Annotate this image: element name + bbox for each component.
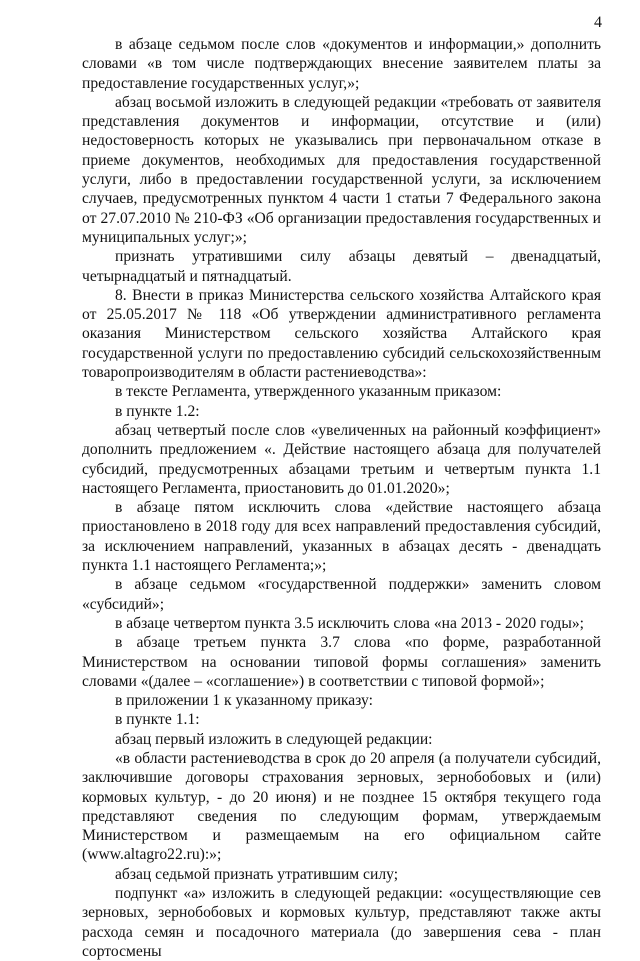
paragraph: в пункте 1.2:	[115, 402, 200, 420]
document-body	[82, 35, 601, 961]
paragraph: абзац первый изложить в следующей редакции:	[115, 730, 433, 748]
paragraph: в абзаце третьем пункта 3.7 слова «по форме, разработанной Министерством на основании типовой формы соглашения» заменить словами «(далее – «соглашение») в соответствии с типовой формой»;	[82, 634, 601, 690]
paragraph: в абзаце четвертом пункта 3.5 исключить слова «на 2013 - 2020 годы»;	[115, 614, 584, 632]
paragraph: в приложении 1 к указанному приказу:	[115, 692, 373, 710]
paragraph: в абзаце седьмом «государственной поддержки» заменить словом «субсидий»;	[82, 576, 601, 613]
page-number: 4	[594, 14, 602, 31]
paragraph: подпункт «а» изложить в следующей редакции: «осуществляющие сев зерновых, зернобобовых и кормовых культур, представляют также акты расхода семян и посадочного материала (до завершения сева - план сортосмены	[82, 885, 601, 960]
paragraph: в абзаце пятом исключить слова «действие настоящего абзаца приостановлено в 2018 году для всех направлений предоставления субсидий, за исключением направлений, указанных в абзацах десять - двенадцать пункта 1.1 настоящего Регламента;»;	[82, 499, 601, 575]
paragraph: в пункте 1.1:	[115, 711, 200, 729]
paragraph: признать утратившими силу абзацы девятый – двенадцатый, четырнадцатый и пятнадцатый.	[82, 248, 601, 285]
paragraph: абзац седьмой признать утратившим силу;	[115, 865, 399, 883]
paragraph: в тексте Регламента, утвержденного указанным приказом:	[115, 383, 502, 401]
paragraph: абзац четвертый после слов «увеличенных на районный коэффициент» дополнить предложением «. Действие настоящего абзаца для получателей субсидий, предусмотренных абзацами третьим и четвертым пункта 1.1 настоящего Регламента, приостановить до 01.01.2020»;	[82, 421, 601, 497]
paragraph: 8. Внести в приказ Министерства сельского хозяйства Алтайского края от 25.05.2017 № 118 «Об утверждении административного регламента оказания Министерством сельского хозяйства Алтайского края государственной услуги по предоставлению субсидий сельскохозяйственным товаропроизводителям в области растениеводства»:	[82, 286, 601, 382]
paragraph: абзац восьмой изложить в следующей редакции «требовать от заявителя представления документов и информации, отсутствие и (или) недостоверность которых не указывались при первоначальном отказе в приеме документов, необходимых для предоставления государственной услуги, либо в предоставлении государственной услуги, за исключением случаев, предусмотренных пунктом 4 части 1 статьи 7 Федерального закона от 27.07.2010 № 210-ФЗ «Об организации предоставления государственных и муниципальных услуг;»;	[82, 93, 601, 246]
paragraph: «в области растениеводства в срок до 20 апреля (а получатели субсидий, заключившие договоры страхования зерновых, зернобобовых и (или) кормовых культур, - до 20 июня) и не позднее 15 октября текущего года представляют сведения по следующим формам, утверждаемым Министерством и размещаемым на его официальном сайте (www.altagro22.ru):»;	[82, 749, 601, 864]
paragraph: в абзаце седьмом после слов «документов и информации,» дополнить словами «в том числе подтверждающих внесение заявителем платы за предоставление государственных услуг,»;	[82, 36, 601, 92]
